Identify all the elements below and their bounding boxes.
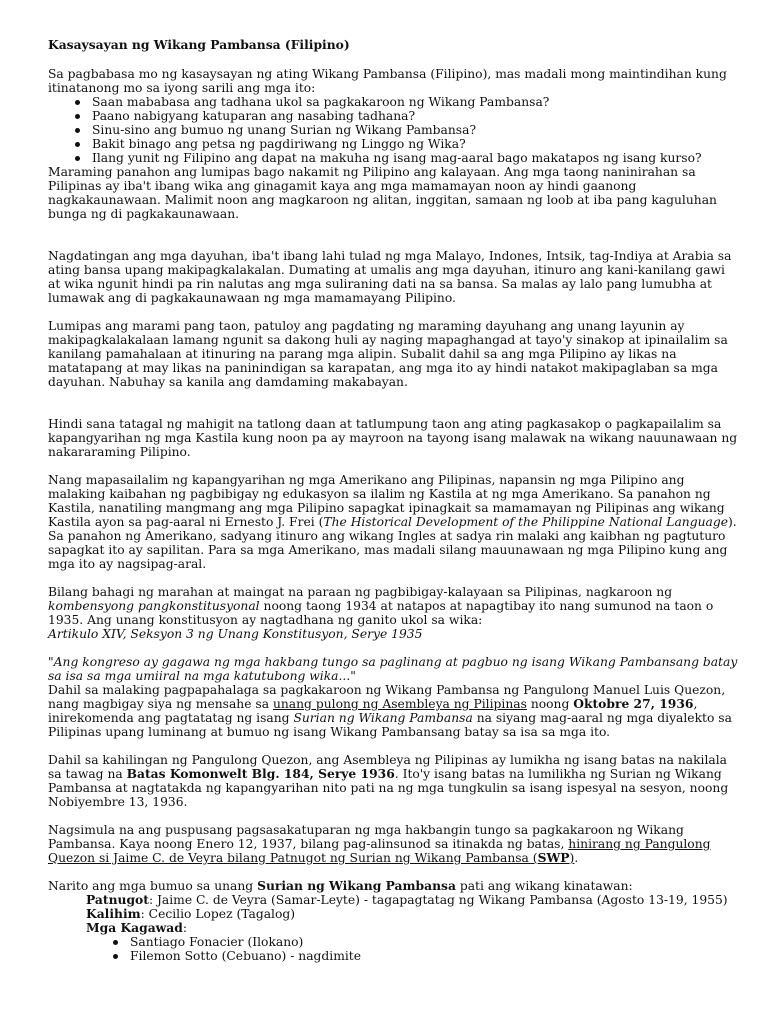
article-reference: Artikulo XIV, Seksyon 3 ng Unang Konstitusyon, Serye 1935 bbox=[48, 627, 423, 641]
p7-text-c: , inirekomenda ang pagtatatag ng isang bbox=[48, 697, 698, 725]
appointment-close-paren: ) bbox=[569, 851, 575, 865]
secretary-value: : Cecilio Lopez (Tagalog) bbox=[140, 907, 296, 921]
p7-text-d: na siyang mag-aaral ng mga diyalekto sa Pilipinas upang luminang at bumuo ng isang Wikang Pambansang batay sa isa sa mga ito. bbox=[48, 711, 732, 739]
book-title: The Historical Development of the Philippine National Language bbox=[323, 515, 728, 529]
director-label: Patnugot bbox=[86, 892, 149, 907]
paragraph-7 bbox=[48, 683, 738, 739]
p9-text-a: Nagsimula na ang puspusang pagsasakatuparan ng mga hakbangin tungo sa pagkakaroon ng Wikang Pambansa. Kaya noong Enero 12, 1937, bilang pag-alinsunod sa itinakda ng batas, bbox=[48, 823, 684, 851]
paragraph-6 bbox=[48, 585, 738, 627]
paragraph-10 bbox=[48, 879, 738, 893]
appointment-text-main: hinirang ng Pangulong Quezon si Jaime C. de Veyra bilang Patnugot ng Surian ng Wikang Pambansa ( bbox=[48, 837, 711, 865]
p7-text-b: noong bbox=[526, 697, 574, 711]
speech-date: Oktobre 27, 1936 bbox=[573, 696, 694, 711]
members-list bbox=[48, 935, 738, 963]
paragraph-9 bbox=[48, 823, 738, 865]
p8-text-b: . Ito'y isang batas na lumilikha ng Surian ng Wikang Pambansa at nagtatakda ng kapangyarihan nito pati na ng mga tungkulin sa isang ispesyal na sesyon, noong Nobiyembre 13, 1936. bbox=[48, 767, 729, 809]
question-item: Ilang yunit ng Filipino ang dapat na makuha ng isang mag-aaral bago makatapos ng isang kurso? bbox=[92, 151, 738, 165]
intro-paragraph: Sa pagbabasa mo ng kasaysayan ng ating Wikang Pambansa (Filipino), mas madali mong maintindihan kung itinatanong mo sa iyong sarili ang mga ito: bbox=[48, 67, 727, 95]
p8-text-a: Dahil sa kahilingan ng Pangulong Quezon, ang Asembleya ng Pilipinas ay lumikha ng isang batas na nakilala sa tawag na bbox=[48, 753, 728, 781]
director-value: : Jaime C. de Veyra (Samar-Leyte) - tagapagtatag ng Wikang Pambansa (Agosto 13-19, 1955) bbox=[148, 893, 728, 907]
director-line bbox=[48, 893, 738, 907]
p10-text-a: Narito ang mga bumuo sa unang bbox=[48, 879, 258, 893]
secretary-line bbox=[48, 907, 738, 921]
members-colon: : bbox=[182, 921, 187, 935]
member-item: Filemon Sotto (Cebuano) - nagdimite bbox=[130, 949, 738, 963]
p9-period: . bbox=[574, 851, 579, 865]
p5-text-b: ). Sa panahon ng Amerikano, sadyang itinuro ang wikang Ingles at sadya rin malaki ang kaibhan ng pagtuturo sapagkat ito ay sapilitan. Para sa mga Amerikano, mas madali silang mauunawaan ng mga Pilipino kung ang mga ito ay nagsipag-aral. bbox=[48, 515, 737, 571]
paragraph-2: Nagdatingan ang mga dayuhan, iba't ibang lahi tulad ng mga Malayo, Indones, Intsik, tag-Indiya at Arabia sa ating bansa upang makipagkalakalan. Dumating at umalis ang mga dayuhan, itinuro ang kani-kanilang gawi at wika ngunit hindi pa rin nalutas ang mga suliraning dati na sa bansa. Sa malas ay lalo pang lumubha at lumawak ang di pagkakaunawaan ng mga mamamayang Pilipino. bbox=[48, 249, 732, 305]
law-name: Batas Komonwelt Blg. 184, Serye 1936 bbox=[126, 766, 395, 781]
paragraph-5 bbox=[48, 473, 738, 571]
member-item: Santiago Fonacier (Ilokano) bbox=[130, 935, 738, 949]
p6-text-a: Bilang bahagi ng marahan at maingat na paraan ng pagbibigay-kalayaan sa Pilipinas, nagkaroon ng bbox=[48, 585, 673, 599]
question-item: Bakit binago ang petsa ng pagdiriwang ng Linggo ng Wika? bbox=[92, 137, 738, 151]
document-title: Kasaysayan ng Wikang Pambansa (Filipino) bbox=[48, 37, 350, 52]
secretary-label: Kalihim bbox=[86, 906, 141, 921]
paragraph-1: Maraming panahon ang lumipas bago nakamit ng Pilipino ang kalayaan. Ang mga taong naninirahan sa Pilipinas ay iba't ibang wika ang ginagamit kaya ang mga mamamayan noon ay hindi gaanong nagkakaunawaan. Malimit noon ang magkaroon ng alitan, inggitan, samaan ng loob at iba pang kaguluhan bunga ng di pagkakaunawaan. bbox=[48, 165, 717, 221]
paragraph-8 bbox=[48, 753, 738, 809]
question-item: Saan mababasa ang tadhana ukol sa pagkakaroon ng Wikang Pambansa? bbox=[92, 95, 738, 109]
question-item: Sinu-sino ang bumuo ng unang Surian ng Wikang Pambansa? bbox=[92, 123, 738, 137]
p6-text-b: noong taong 1934 at natapos at napagtibay ito nang sumunod na taon o 1935. Ang unang konstitusyon ay nagtadhana ng ganito ukol sa wika: bbox=[48, 599, 714, 627]
convention-term: kombensyong pangkonstitusyonal bbox=[48, 599, 260, 613]
p10-text-c: pati ang wikang kinatawan: bbox=[455, 879, 633, 893]
assembly-meeting-link: unang pulong ng Asembleya ng Pilipinas bbox=[272, 697, 527, 711]
p5-text-a: Nang mapasailalim ng kapangyarihan ng mga Amerikano ang Pilipinas, napansin ng mga Pilipino ang malaking kaibahan ng pagbibigay ng edukasyon sa ilalim ng Kastila at ng mga Amerikano. Sa panahon ng Kastila, nanatiling mangmang ang mga Pilipino sapagkat ipinagkait sa mamamayan ng Pilipinas ang wikang Kastila ayon sa pag-aaral ni Ernesto J. Frei ( bbox=[48, 473, 725, 529]
question-item: Paano nabigyang katuparan ang nasabing tadhana? bbox=[92, 109, 738, 123]
paragraph-4: Hindi sana tatagal ng mahigit na tatlong daan at tatlumpung taon ang ating pagkasakop o pagkapailalim sa kapangyarihan ng mga Kastila kung noon pa ay mayroon na tayong isang malawak na wikang nauunawaan ng nakararaming Pilipino. bbox=[48, 417, 738, 459]
institute-name: Surian ng Wikang Pambansa bbox=[293, 711, 473, 725]
p7-text-a: Dahil sa malaking pagpapahalaga sa pagkakaroon ng Wikang Pambansa ng Pangulong Manuel Luis Quezon, nang magbigay siya ng mensahe sa bbox=[48, 683, 726, 711]
constitution-quote: "Ang kongreso ay gagawa ng mga hakbang tungo sa paglinang at pagbuo ng isang Wikang Pambansang batay sa isa sa mga umiiral na mga katutubong wika..." bbox=[48, 655, 738, 683]
members-label: Mga Kagawad bbox=[86, 920, 183, 935]
swp-abbreviation: SWP bbox=[537, 850, 570, 865]
document-page bbox=[48, 38, 738, 963]
institute-bold-name: Surian ng Wikang Pambansa bbox=[257, 878, 456, 893]
paragraph-3: Lumipas ang marami pang taon, patuloy ang pagdating ng maraming dayuhang ang unang layunin ay makipagkalakalaan lamang ngunit sa dakong huli ay naging mapaghangad at tayo'y sinakop at ipinailalim sa kanilang pamahalaan at itinuring na parang mga alipin. Subalit dahil sa ang mga Pilipino ay likas na matatapang at may likas na paninindigan sa karapatan, ang mga ito ay hindi natakot makipaglaban sa mga dayuhan. Nabuhay sa kanila ang damdaming makabayan. bbox=[48, 319, 728, 389]
members-heading bbox=[48, 921, 738, 935]
question-list bbox=[48, 95, 738, 165]
